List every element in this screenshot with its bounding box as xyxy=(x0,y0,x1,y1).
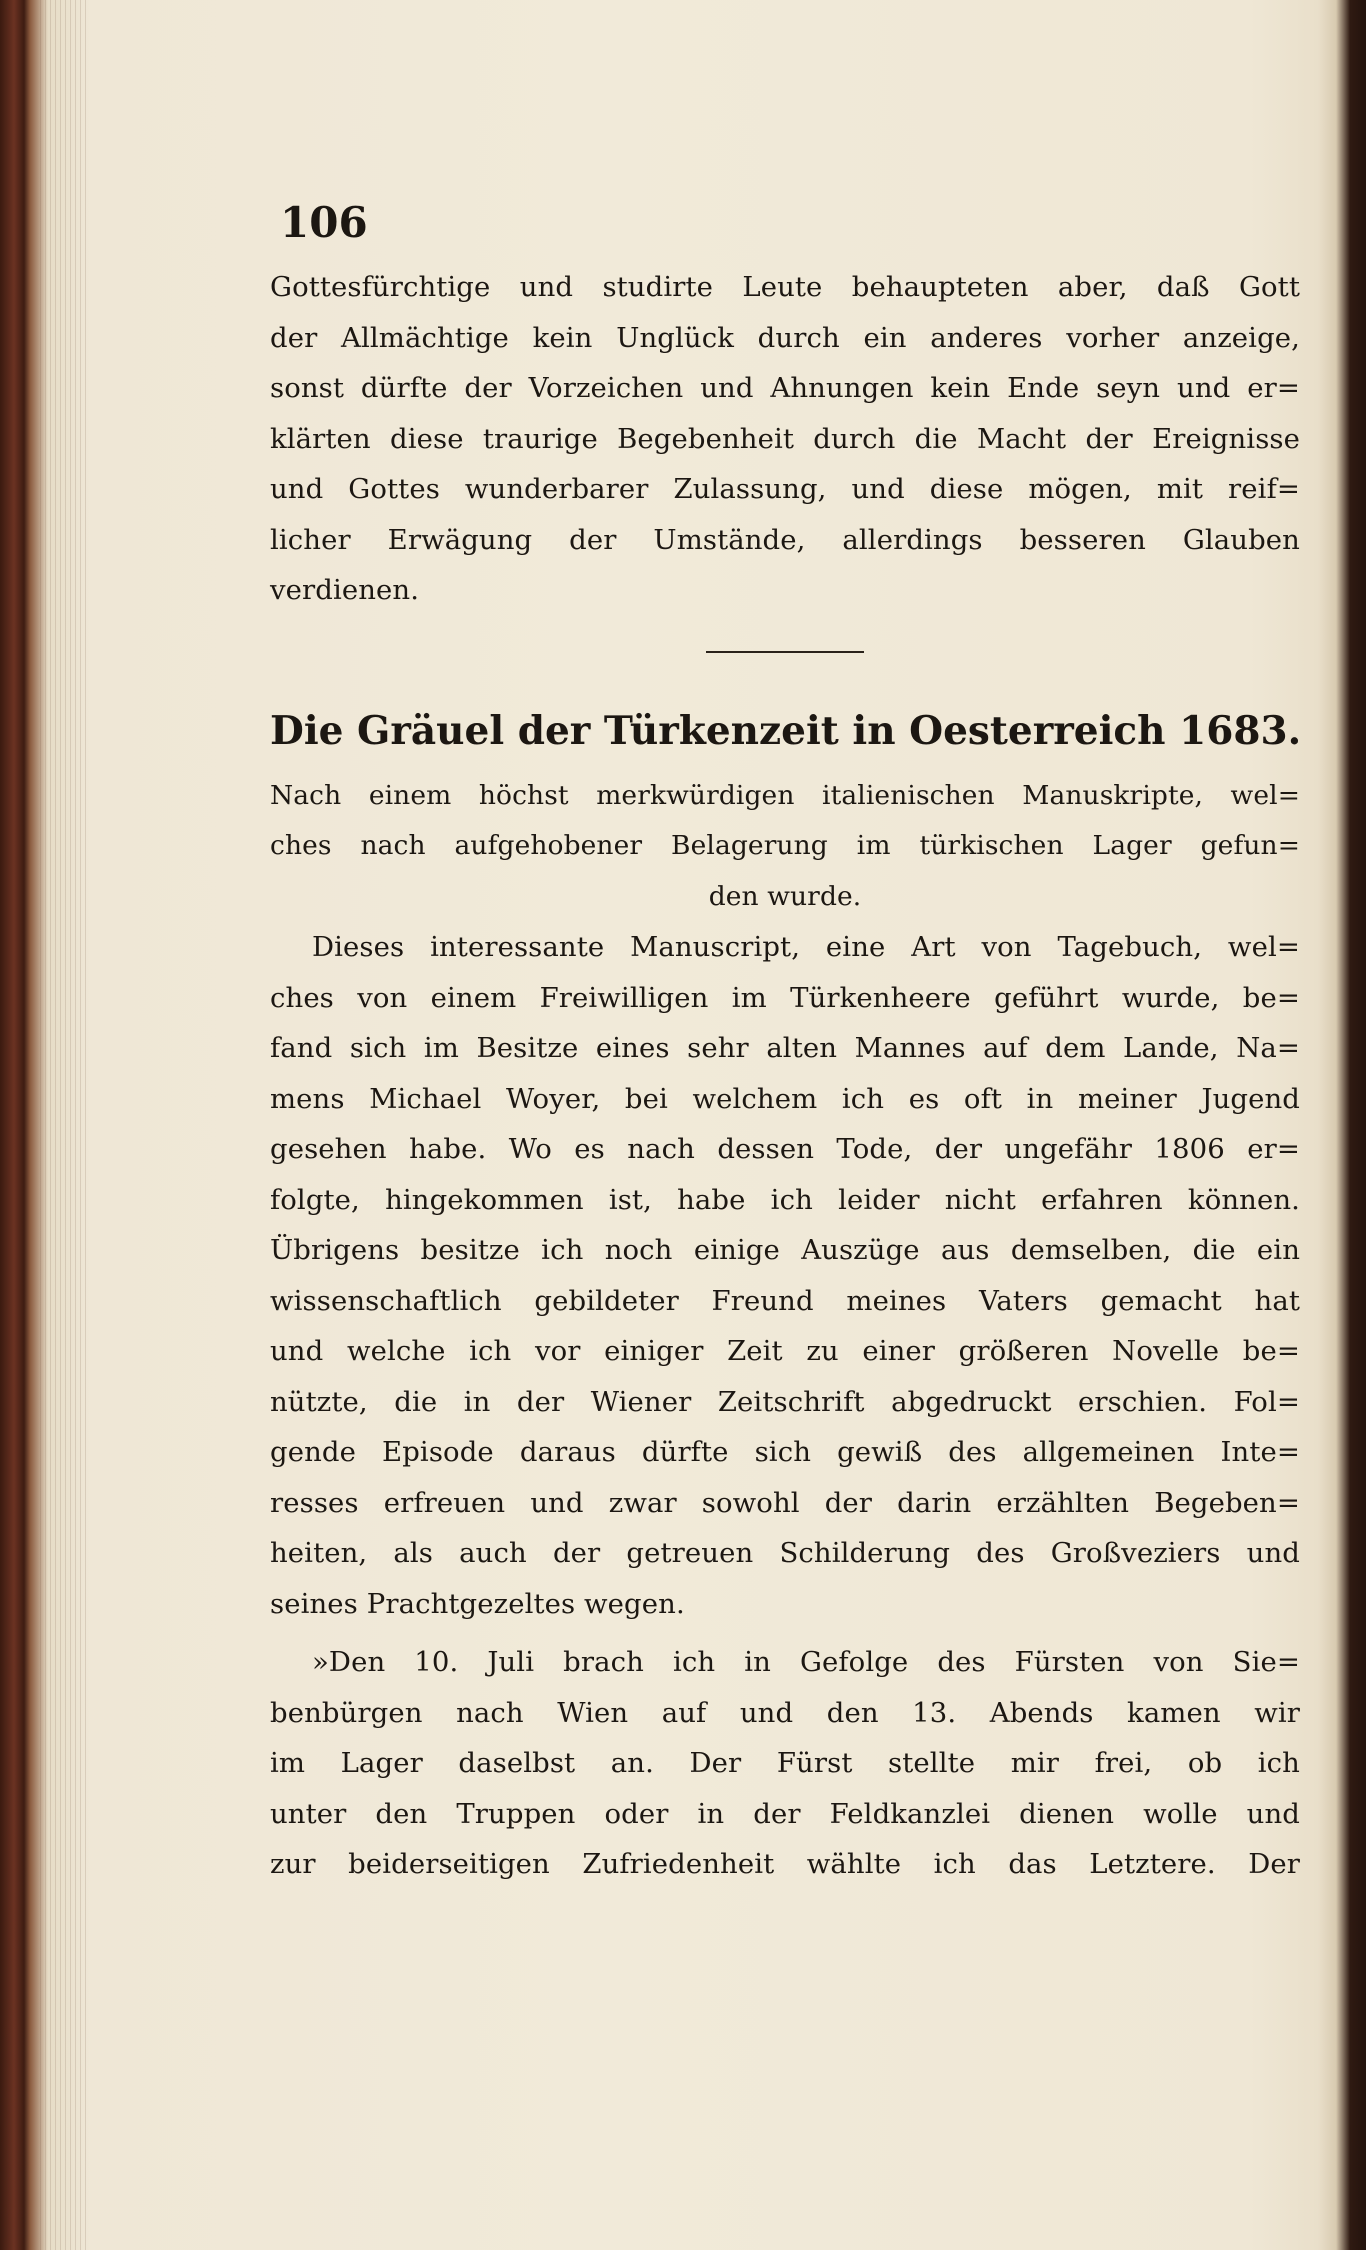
text-line: und Gottes wunderbarer Zulassung, und diese mögen, mit reif= xyxy=(270,473,1300,505)
text-line: Übrigens besitze ich noch einige Auszüge aus demselben, die ein xyxy=(270,1234,1300,1266)
text-line: verdienen. xyxy=(270,574,420,606)
text-line: wissenschaftlich gebildeter Freund meines Vaters gemacht hat xyxy=(270,1284,1300,1317)
section-divider-rule xyxy=(706,651,864,653)
text-line: resses erfreuen und zwar sowohl der darin erzählten Begeben= xyxy=(270,1486,1300,1519)
text-line: der Allmächtige kein Unglück durch ein anderes vorher anzeige, xyxy=(270,321,1300,354)
page-number: 106 xyxy=(280,198,368,247)
text-line: gende Episode daraus dürfte sich gewiß des allgemeinen Inte= xyxy=(270,1436,1300,1468)
body-paragraph-1 xyxy=(270,922,1300,1629)
text-line: licher Erwägung der Umstände, allerdings besseren Glauben xyxy=(270,523,1300,556)
page-text-block xyxy=(270,190,1300,1890)
text-line: Dieses interessante Manuscript, eine Art von Tagebuch, wel= xyxy=(312,931,1300,963)
text-line: zur beiderseitigen Zufriedenheit wählte ich das Letztere. Der xyxy=(270,1848,1300,1880)
text-line: folgte, hingekommen ist, habe ich leider nicht erfahren können. xyxy=(270,1183,1300,1216)
text-line: und welche ich vor einiger Zeit zu einer größeren Novelle be= xyxy=(270,1335,1300,1367)
body-paragraph-2 xyxy=(270,1637,1300,1890)
text-line: gesehen habe. Wo es nach dessen Tode, der ungefähr 1806 er= xyxy=(270,1133,1300,1165)
subtitle-line: Nach einem höchst merkwürdigen italienischen Manuskripte, wel= xyxy=(270,779,1300,811)
section-heading: Die Gräuel der Türkenzeit in Oesterreich 1683. xyxy=(270,707,1302,754)
stacked-page-edges xyxy=(40,0,90,2250)
text-line: benbürgen nach Wien auf und den 13. Abends kamen wir xyxy=(270,1696,1300,1729)
text-line: »Den 10. Juli brach ich in Gefolge des Fürsten von Sie= xyxy=(312,1646,1300,1678)
text-line: fand sich im Besitze eines sehr alten Mannes auf dem Lande, Na= xyxy=(270,1032,1300,1064)
subtitle-line: ches nach aufgehobener Belagerung im türkischen Lager gefun= xyxy=(270,830,1300,861)
text-line: heiten, als auch der getreuen Schilderung des Großveziers und xyxy=(270,1537,1300,1569)
text-line: unter den Truppen oder in der Feldkanzlei dienen wolle und xyxy=(270,1797,1300,1830)
text-line: im Lager daselbst an. Der Fürst stellte mir frei, ob ich xyxy=(270,1747,1300,1779)
paragraph-gap xyxy=(270,1629,1300,1637)
text-line: ches von einem Freiwilligen im Türkenheere geführt wurde, be= xyxy=(270,981,1300,1014)
text-line: klärten diese traurige Begebenheit durch die Macht der Ereignisse xyxy=(270,422,1300,455)
section-subtitle xyxy=(270,771,1300,923)
text-line: Gottesfürchtige und studirte Leute behaupteten aber, daß Gott xyxy=(270,271,1300,303)
text-line: mens Michael Woyer, bei welchem ich es oft in meiner Jugend xyxy=(270,1082,1300,1115)
text-line: nützte, die in der Wiener Zeitschrift abgedruckt erschien. Fol= xyxy=(270,1385,1300,1418)
subtitle-line: den wurde. xyxy=(708,880,862,912)
top-paragraph xyxy=(270,262,1300,616)
book-page xyxy=(90,0,1318,2250)
text-line: seines Prachtgezeltes wegen. xyxy=(270,1587,685,1620)
text-line: sonst dürfte der Vorzeichen und Ahnungen kein Ende seyn und er= xyxy=(270,372,1300,404)
